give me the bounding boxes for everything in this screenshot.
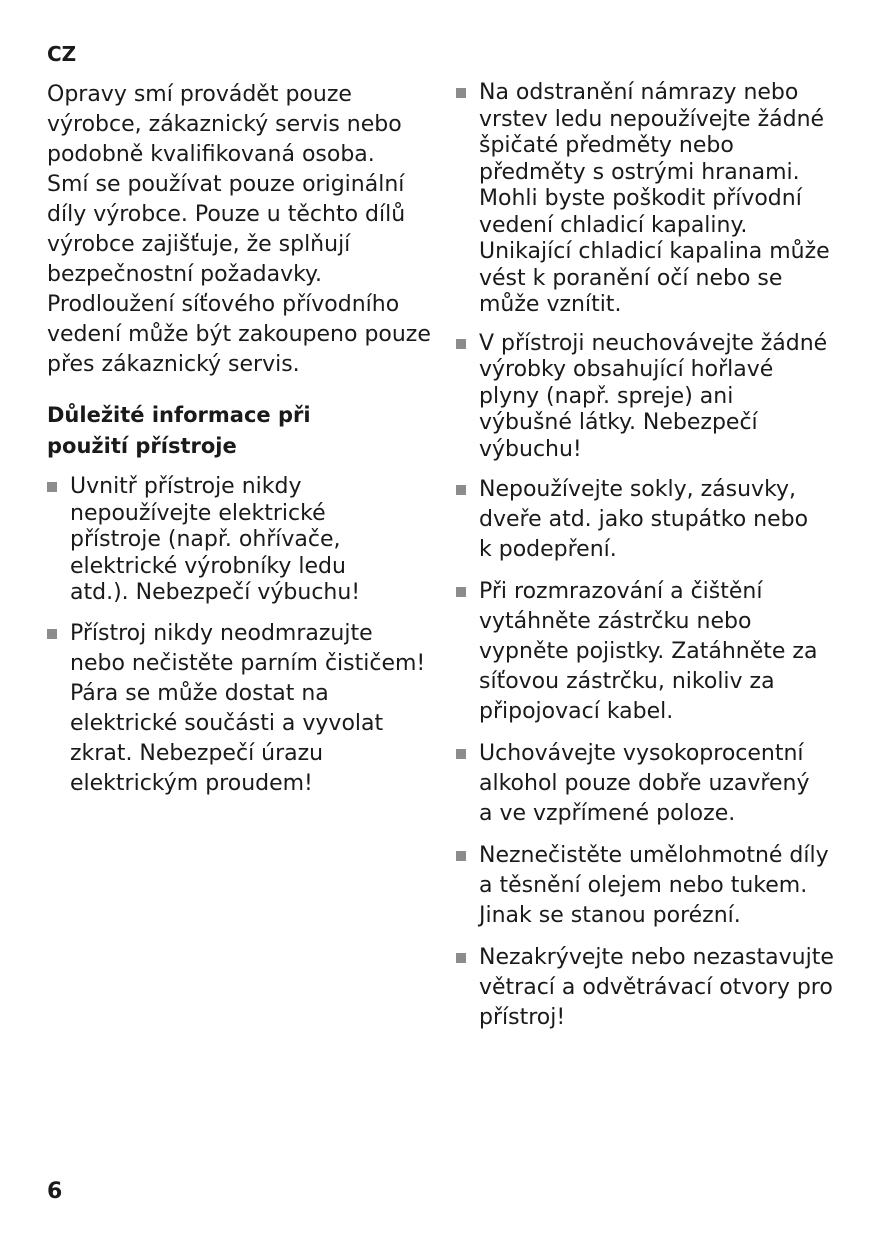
intro-paragraph: [47, 80, 439, 380]
bullet-line: plyny (např. spreje) ani: [479, 383, 734, 409]
bullet-line: Uchovávejte vysokoprocentní: [479, 741, 804, 766]
bullet-line: špičaté předměty nebo: [479, 133, 734, 158]
bullet-line: přístroje (např. ohřívače,: [70, 527, 341, 552]
bullet-item: [456, 943, 848, 1033]
bullet-line: nepoužívejte elektrické: [70, 500, 326, 526]
page-number: 6: [47, 1179, 63, 1204]
bullet-text: [479, 331, 848, 464]
bullet-line: přístroj!: [479, 1005, 566, 1030]
intro-line: Smí se používat pouze originální: [47, 172, 405, 197]
bullet-line: síťovou zástrčku, nikoliv za: [479, 669, 775, 694]
bullet-line: vrstev ledu nepoužívejte žádné: [479, 106, 825, 132]
bullet-text: [479, 577, 848, 727]
bullet-line: Pára se může dostat na: [70, 680, 329, 706]
intro-line: Opravy smí provádět pouze: [47, 82, 352, 107]
bullet-item: [456, 331, 848, 464]
bullet-line: Neznečistěte umělohmotné díly: [479, 843, 829, 868]
intro-line: díly výrobce. Pouze u těchto dílů: [47, 202, 406, 227]
intro-line: přes zákaznický servis.: [47, 352, 300, 377]
bullet-square-icon: [47, 629, 57, 639]
bullet-line: atd.). Nebezpečí výbuchu!: [70, 580, 361, 605]
bullet-text: [479, 739, 848, 829]
bullet-text: [479, 475, 848, 565]
bullet-line: nebo nečistěte parním čističem!: [70, 650, 426, 676]
bullet-line: výbuchu!: [479, 436, 582, 462]
heading-line: použití přístroje: [47, 434, 237, 458]
bullet-line: elektrické výrobníky ledu: [70, 553, 346, 579]
bullet-line: Uvnitř přístroje nikdy: [70, 474, 302, 499]
bullet-line: větrací a odvětrávací otvory pro: [479, 975, 833, 1000]
bullet-text: [479, 943, 848, 1033]
bullet-line: a ve vzpřímené poloze.: [479, 801, 736, 826]
bullet-line: zkrat. Nebezpečí úrazu: [70, 740, 324, 766]
bullet-square-icon: [456, 88, 466, 98]
bullet-line: alkohol pouze dobře uzavřený: [479, 771, 810, 796]
bullet-line: V přístroji neuchovávejte žádné: [479, 330, 828, 356]
bullet-line: připojovací kabel.: [479, 699, 674, 724]
bullet-line: Přístroj nikdy neodmrazujte: [70, 620, 373, 646]
bullet-text: [70, 474, 439, 607]
bullet-item: [47, 474, 439, 607]
bullet-line: elektrickým proudem!: [70, 770, 313, 796]
bullet-line: vedení chladicí kapaliny.: [479, 212, 748, 238]
bullet-line: předměty s ostrými hranami.: [479, 159, 800, 185]
bullet-item: [456, 841, 848, 931]
bullet-line: výbušné látky. Nebezpečí: [479, 410, 758, 435]
bullet-square-icon: [456, 851, 466, 861]
bullet-line: může vznítit.: [479, 292, 622, 317]
bullet-item: [456, 739, 848, 829]
bullet-line: vytáhněte zástrčku nebo: [479, 609, 752, 634]
bullet-square-icon: [456, 339, 466, 349]
bullet-item: [456, 475, 848, 565]
right-column: [456, 80, 848, 1045]
bullet-text: [479, 80, 848, 319]
bullet-line: a těsnění olejem nebo tukem.: [479, 873, 808, 898]
bullet-square-icon: [456, 587, 466, 597]
bullet-line: vypněte pojistky. Zatáhněte za: [479, 639, 818, 664]
bullet-line: Na odstranění námrazy nebo: [479, 80, 799, 105]
intro-line: podobně kvalifikovaná osoba.: [47, 142, 375, 167]
bullet-line: dveře atd. jako stupátko nebo: [479, 507, 809, 532]
bullet-line: výrobky obsahující hořlavé: [479, 357, 774, 382]
intro-line: bezpečnostní požadavky.: [47, 262, 322, 287]
intro-line: Prodloužení síťového přívodního: [47, 292, 400, 317]
bullet-item: [456, 577, 848, 727]
intro-line: vedení může být zakoupeno pouze: [47, 322, 431, 347]
language-label: CZ: [47, 42, 77, 66]
bullet-line: Nepoužívejte sokly, zásuvky,: [479, 477, 797, 502]
bullet-line: Jinak se stanou porézní.: [479, 903, 741, 928]
bullet-square-icon: [456, 485, 466, 495]
intro-line: výrobce zajišťuje, že splňují: [47, 232, 351, 257]
bullet-text: [479, 841, 848, 931]
bullet-line: vést k poranění očí nebo se: [479, 265, 783, 291]
bullet-item: [47, 619, 439, 799]
bullet-line: k podepření.: [479, 537, 617, 562]
bullet-line: Při rozmrazování a čištění: [479, 579, 763, 604]
bullet-line: elektrické součásti a vyvolat: [70, 710, 384, 736]
bullet-item: [456, 80, 848, 319]
intro-line: výrobce, zákaznický servis nebo: [47, 112, 402, 137]
bullet-line: Unikající chladicí kapalina může: [479, 239, 830, 264]
bullet-square-icon: [47, 482, 57, 492]
bullet-text: [70, 619, 439, 799]
bullet-square-icon: [456, 953, 466, 963]
left-column: [47, 80, 439, 811]
bullet-line: Nezakrývejte nebo nezastavujte: [479, 945, 834, 970]
heading-line: Důležité informace při: [47, 403, 311, 427]
bullet-line: Mohli byste poškodit přívodní: [479, 186, 802, 211]
section-heading: [47, 400, 439, 462]
bullet-square-icon: [456, 749, 466, 759]
